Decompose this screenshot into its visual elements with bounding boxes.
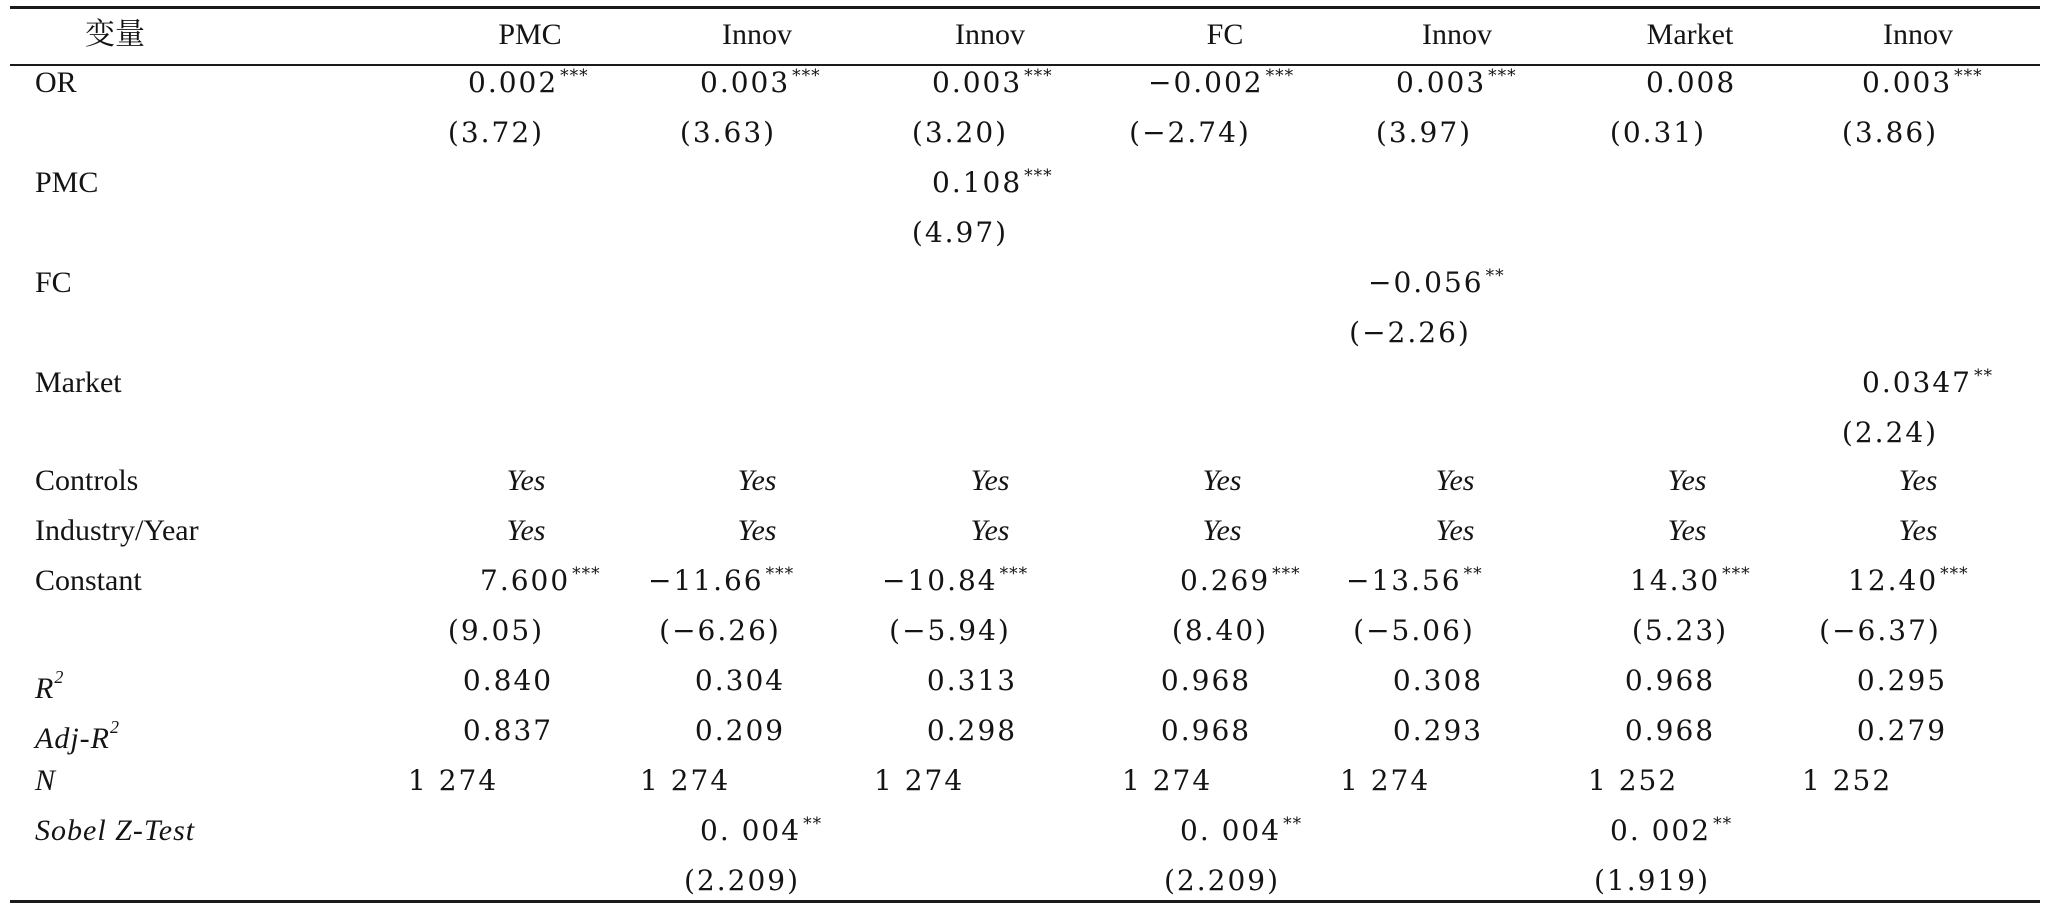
constant-t-2: (−6.26)	[659, 614, 781, 647]
n-7: 1 252	[1802, 764, 1893, 797]
adj-r2-2: 0.209	[694, 714, 786, 747]
header-col-5: Innov	[1422, 18, 1492, 51]
sobel-coef-2: 0. 004 **	[1180, 814, 1303, 847]
industry-year-6: Yes	[1667, 514, 1707, 547]
sobel-t-2: (2.209)	[1163, 864, 1281, 897]
adj-r2-3: 0.298	[926, 714, 1018, 747]
row-label-or: OR	[35, 66, 77, 99]
constant-t-7: (−6.37)	[1819, 614, 1941, 647]
or-coef-4: −0.002 ***	[1148, 66, 1295, 99]
n-3: 1 274	[874, 764, 965, 797]
n-1: 1 274	[408, 764, 499, 797]
header-col-7: Innov	[1883, 18, 1953, 51]
constant-coef-5: −13.56 **	[1346, 564, 1483, 597]
row-label-pmc: PMC	[35, 166, 99, 199]
adj-r2-4: 0.968	[1160, 714, 1252, 747]
industry-year-3: Yes	[970, 514, 1010, 547]
or-coef-1: 0.002 ***	[468, 66, 589, 99]
header-col-4: FC	[1206, 18, 1244, 51]
row-label-r2: $R^2$	[35, 667, 65, 705]
controls-2: Yes	[737, 464, 777, 497]
constant-coef-3: −10.84 ***	[882, 564, 1029, 597]
constant-coef-7: 12.40 ***	[1848, 564, 1969, 597]
constant-t-4: (8.40)	[1171, 614, 1269, 647]
sobel-coef-3: 0. 002 **	[1610, 814, 1733, 847]
sobel-t-3: (1.919)	[1593, 864, 1711, 897]
controls-6: Yes	[1667, 464, 1707, 497]
row-label-industry-year: Industry/Year	[35, 514, 199, 547]
top-rule	[10, 6, 2040, 9]
or-coef-5: 0.003 ***	[1396, 66, 1517, 99]
or-t-1: (3.72)	[447, 116, 545, 149]
r2-3: 0.313	[926, 664, 1018, 697]
row-label-fc: FC	[35, 266, 72, 299]
controls-3: Yes	[970, 464, 1010, 497]
or-t-4: (−2.74)	[1129, 116, 1251, 149]
or-coef-6: 0.008	[1646, 66, 1737, 99]
or-coef-7: 0.003 ***	[1862, 66, 1983, 99]
r2-2: 0.304	[694, 664, 786, 697]
header-col-2: Innov	[722, 18, 792, 51]
constant-coef-6: 14.30 ***	[1630, 564, 1751, 597]
sobel-coef-1: 0. 004 **	[700, 814, 823, 847]
r2-1: 0.840	[462, 664, 554, 697]
market-t: (2.24)	[1841, 416, 1939, 449]
industry-year-2: Yes	[737, 514, 777, 547]
constant-t-5: (−5.06)	[1353, 614, 1475, 647]
controls-1: Yes	[506, 464, 546, 497]
adj-r2-1: 0.837	[462, 714, 554, 747]
industry-year-7: Yes	[1898, 514, 1938, 547]
r2-7: 0.295	[1856, 664, 1948, 697]
r2-4: 0.968	[1160, 664, 1252, 697]
n-6: 1 252	[1588, 764, 1679, 797]
controls-7: Yes	[1898, 464, 1938, 497]
r2-5: 0.308	[1392, 664, 1484, 697]
row-label-market: Market	[35, 366, 122, 399]
row-label-adj-r2: Adj-$R^2$	[35, 717, 120, 755]
r2-6: 0.968	[1624, 664, 1716, 697]
row-label-constant: Constant	[35, 564, 142, 597]
market-coef: 0.0347 **	[1862, 366, 1993, 399]
adj-r2-6: 0.968	[1624, 714, 1716, 747]
n-4: 1 274	[1122, 764, 1213, 797]
bottom-rule	[10, 900, 2040, 903]
header-col-1: PMC	[498, 18, 562, 51]
row-label-sobel: Sobel Z-Test	[35, 814, 196, 847]
or-t-7: (3.86)	[1841, 116, 1939, 149]
pmc-coef: 0.108 ***	[932, 166, 1053, 199]
adj-r2-5: 0.293	[1392, 714, 1484, 747]
fc-t: (−2.26)	[1349, 316, 1471, 349]
constant-coef-1: 7.600 ***	[480, 564, 601, 597]
header-col-3: Innov	[955, 18, 1025, 51]
row-label-n: N	[35, 764, 57, 797]
constant-t-6: (5.23)	[1631, 614, 1729, 647]
or-t-5: (3.97)	[1375, 116, 1473, 149]
n-5: 1 274	[1340, 764, 1431, 797]
or-coef-3: 0.003 ***	[932, 66, 1053, 99]
or-t-6: (0.31)	[1609, 116, 1707, 149]
or-coef-2: 0.003 ***	[700, 66, 821, 99]
constant-t-1: (9.05)	[447, 614, 545, 647]
row-label-controls: Controls	[35, 464, 139, 497]
industry-year-1: Yes	[506, 514, 546, 547]
controls-5: Yes	[1435, 464, 1475, 497]
header-variable: 变量	[85, 18, 145, 51]
or-t-2: (3.63)	[679, 116, 777, 149]
fc-coef: −0.056 **	[1368, 266, 1505, 299]
header-col-6: Market	[1646, 18, 1734, 51]
industry-year-5: Yes	[1435, 514, 1475, 547]
industry-year-4: Yes	[1202, 514, 1242, 547]
n-2: 1 274	[640, 764, 731, 797]
constant-coef-4: 0.269 ***	[1180, 564, 1301, 597]
or-t-3: (3.20)	[911, 116, 1009, 149]
controls-4: Yes	[1202, 464, 1242, 497]
adj-r2-7: 0.279	[1856, 714, 1948, 747]
constant-t-3: (−5.94)	[889, 614, 1011, 647]
pmc-t: (4.97)	[911, 216, 1009, 249]
sobel-t-1: (2.209)	[683, 864, 801, 897]
constant-coef-2: −11.66 ***	[648, 564, 795, 597]
